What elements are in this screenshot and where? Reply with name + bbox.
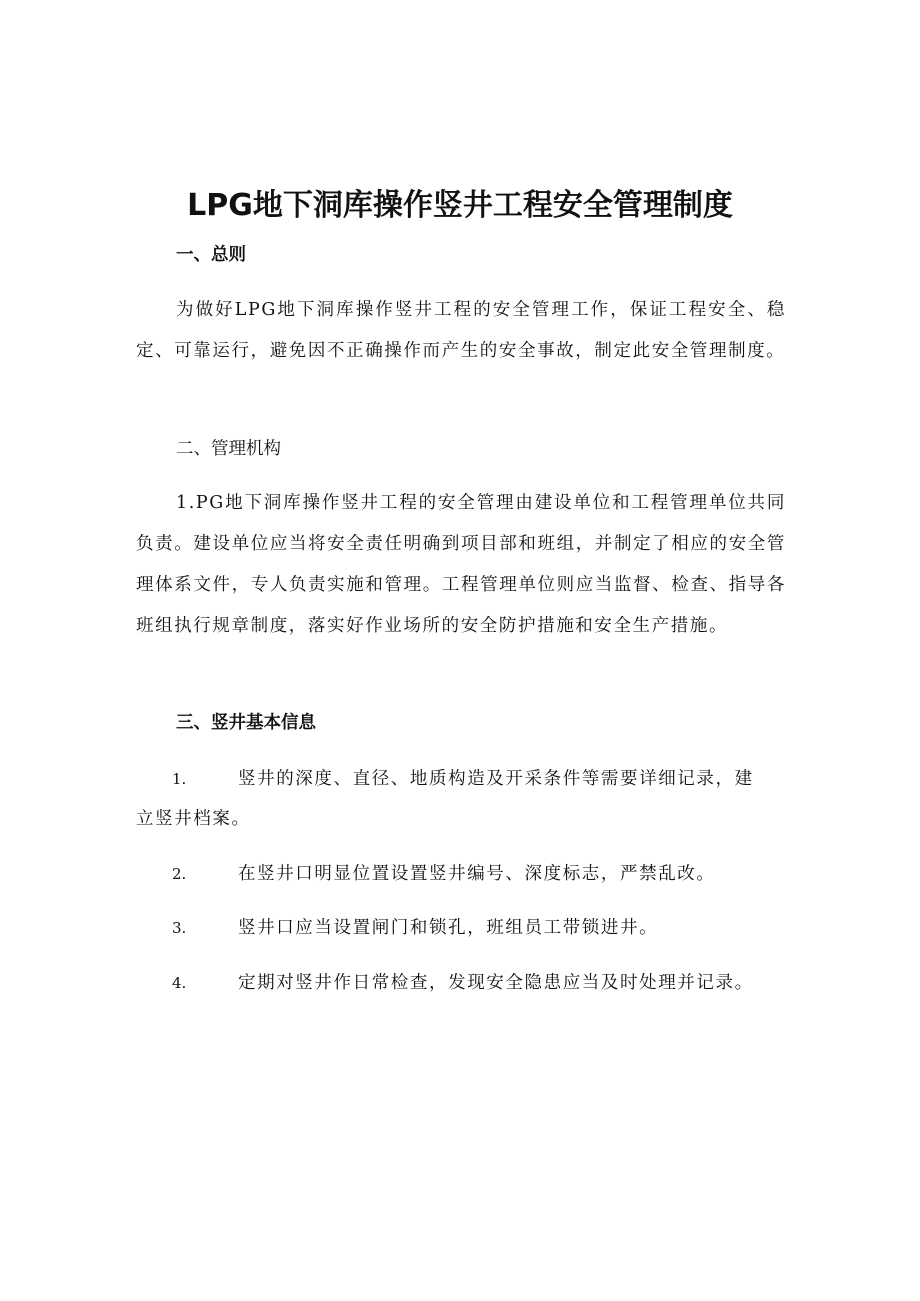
- list-item: [136, 908, 766, 948]
- section-heading-management: 二、管理机构: [176, 439, 281, 459]
- section-paragraph-general: 为做好LPG地下洞库操作竖井工程的安全管理工作，保证工程安全、稳定、可靠运行，避免因不正确操作而产生的安全事故，制定此安全管理制度。: [136, 300, 786, 361]
- section-paragraph-management: 1.PG地下洞库操作竖井工程的安全管理由建设单位和工程管理单位共同负责。建设单位应当将安全责任明确到项目部和班组，并制定了相应的安全管理体系文件，专人负责实施和管理。工程管理单位则应当监督、检查、指导各班组执行规章制度，落实好作业场所的安全防护措施和安全生产措施。: [136, 493, 786, 636]
- list-item: [136, 854, 766, 894]
- list-item-number: 3.: [172, 919, 187, 937]
- page-title: LPG地下洞库操作竖井工程安全管理制度: [187, 188, 733, 223]
- list-item-text: 在竖井口明显位置设置竖井编号、深度标志，严禁乱改。: [238, 864, 716, 884]
- list-item-number: 4.: [172, 974, 187, 992]
- list-item-number: 1.: [172, 770, 187, 788]
- list-item-text: 定期对竖井作日常检查，发现安全隐患应当及时处理并记录。: [238, 973, 754, 993]
- list-item-text: 竖井的深度、直径、地质构造及开采条件等需要详细记录，建立竖井档案。: [136, 769, 754, 829]
- list-item-text: 竖井口应当设置闸门和锁孔，班组员工带锁进井。: [238, 918, 659, 938]
- list-item: [136, 963, 766, 1003]
- section-heading-shaft-info: 三、竖井基本信息: [176, 713, 316, 733]
- section-heading-general: 一、总则: [176, 245, 246, 265]
- list-item: [136, 759, 766, 839]
- list-item-number: 2.: [172, 865, 187, 883]
